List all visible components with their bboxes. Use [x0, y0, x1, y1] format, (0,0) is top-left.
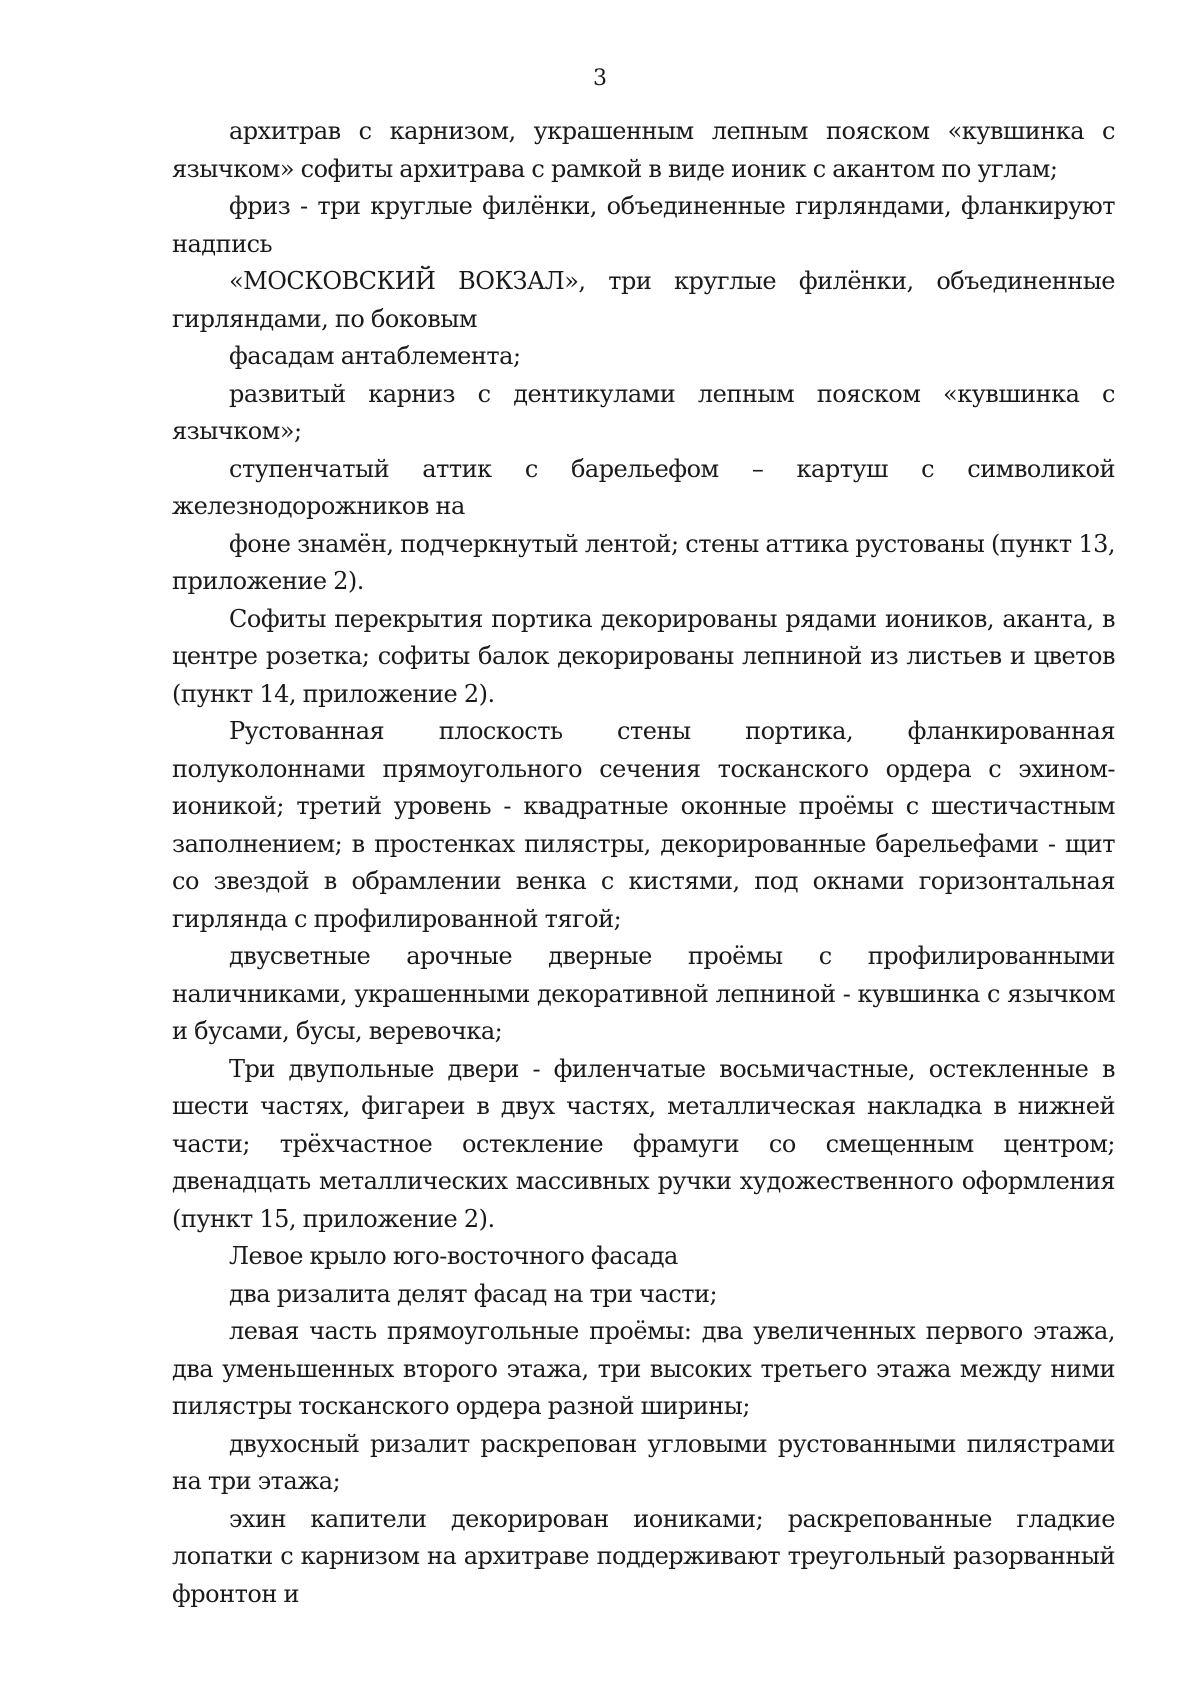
- paragraph-9: Рустованная плоскость стены портика, фланкированная полуколоннами прямоугольного сечения тосканского ордера с эхином-ионикой; третий уровень - квадратные оконные проёмы с шестичастным заполнением; в простенках пилястры, декорированные барельефами - щит со звездой в обрамлении венка с кистями, под окнами горизонтальная гирлянда с профилированной тягой;: [172, 717, 1115, 933]
- paragraph-15: двухосный ризалит раскрепован угловыми рустованными пилястрами на три этажа;: [172, 1429, 1115, 1495]
- paragraph-7: фоне знамён, подчеркнутый лентой; стены аттика рустованы (пункт 13, приложение 2).: [172, 529, 1115, 595]
- paragraph-5: развитый карниз с дентикулами лепным пояском «кувшинка с язычком»;: [172, 379, 1115, 445]
- paragraph-1: архитрав с карнизом, украшенным лепным пояском «кувшинка с язычком» софиты архитрава с рамкой в виде ионик с акантом по углам;: [172, 117, 1115, 183]
- paragraph-10: двусветные арочные дверные проёмы с профилированными наличниками, украшенными декоративной лепниной - кувшинка с язычком и бусами, бусы, веревочка;: [172, 942, 1115, 1045]
- paragraph-14: левая часть прямоугольные проёмы: два увеличенных первого этажа, два уменьшенных второго этажа, три высоких третьего этажа между ними пилястры тосканского ордера разной ширины;: [172, 1317, 1115, 1420]
- paragraph-6: ступенчатый аттик с барельефом – картуш с символикой железнодорожников на: [172, 454, 1115, 520]
- paragraph-12: Левое крыло юго-восточного фасада: [229, 1242, 678, 1270]
- paragraph-4: фасадам антаблемента;: [229, 342, 521, 370]
- paragraph-11: Три двупольные двери - филенчатые восьмичастные, остекленные в шести частях, фигареи в двух частях, металлическая накладка в нижней части; трёхчастное остекление фрамуги со смещенным центром; двенадцать металлических массивных ручки художественного оформления (пункт 15, приложение 2).: [172, 1054, 1115, 1233]
- paragraph-13: два ризалита делят фасад на три части;: [229, 1279, 718, 1308]
- page-number: 3: [593, 66, 607, 91]
- paragraph-16: эхин капители декорирован иониками; раскрепованные гладкие лопатки с карнизом на архитраве поддерживают треугольный разорванный фронтон и: [172, 1504, 1115, 1608]
- document-body: [172, 113, 1115, 1613]
- paragraph-8: Софиты перекрытия портика декорированы рядами иоников, аканта, в центре розетка; софиты балок декорированы лепниной из листьев и цветов (пункт 14, приложение 2).: [172, 604, 1115, 708]
- paragraph-2: фриз - три круглые филёнки, объединенные гирляндами, фланкируют надпись: [172, 192, 1115, 258]
- paragraph-3: «МОСКОВСКИЙ ВОКЗАЛ», три круглые филёнки, объединенные гирляндами, по боковым: [172, 267, 1115, 333]
